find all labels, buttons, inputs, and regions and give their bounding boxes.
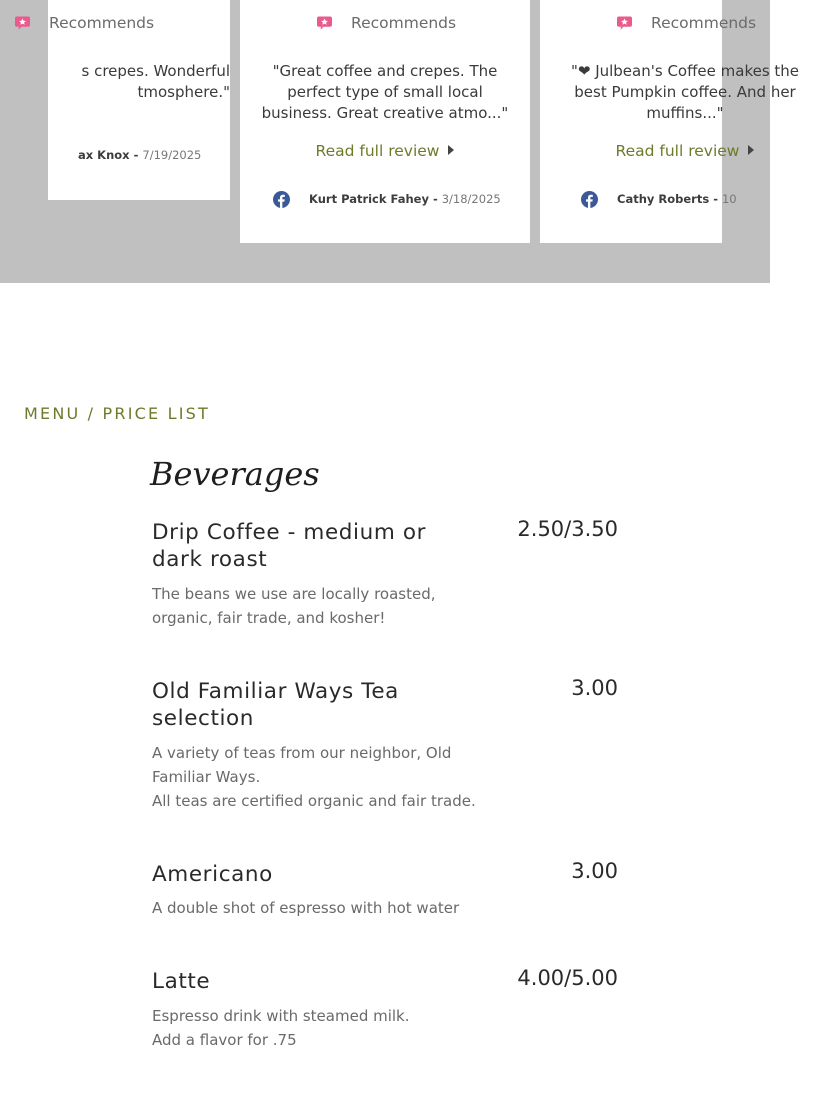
recommends-row: [617, 13, 756, 33]
menu-item-name: Old Familiar Ways Tea selection: [152, 679, 399, 731]
recommends-label: Recommends: [351, 14, 457, 32]
review-card: [48, 0, 230, 200]
reviews-carousel: [0, 0, 800, 283]
review-date: 3/18/2025: [441, 192, 501, 206]
menu-heading: MENU / PRICE LIST: [24, 404, 210, 423]
author-name: Cathy Roberts -: [617, 192, 718, 206]
review-author: [78, 145, 201, 165]
read-full-review-link[interactable]: [560, 142, 810, 160]
author-name: ax Knox -: [78, 148, 139, 162]
review-card: [240, 0, 530, 243]
review-card: [540, 0, 800, 243]
menu-item-name: Americano: [152, 862, 273, 887]
menu-item-price: 3.00: [571, 676, 618, 700]
review-author: [273, 189, 501, 209]
review-quote: "Great coffee and crepes. The perfect type of small local business. Great creative atmo...": [261, 62, 509, 122]
review-author: [581, 189, 737, 209]
review-quote: "❤ Julbean's Coffee makes the best Pumpkin coffee. And her muffins...": [570, 62, 800, 122]
recommends-row: [15, 13, 154, 33]
recommends-label: Recommends: [49, 14, 155, 32]
menu-item-description: A variety of teas from our neighbor, Old Familiar Ways. All teas are certified organic and fair trade.: [152, 744, 476, 810]
menu-item-price: 2.50/3.50: [517, 517, 618, 541]
facebook-icon[interactable]: [581, 191, 598, 208]
menu-item-name: Drip Coffee - medium or dark roast: [152, 520, 427, 572]
recommend-star-icon: [317, 16, 332, 30]
review-date: 7/19/2025: [142, 148, 202, 162]
recommend-star-icon: [617, 16, 632, 30]
menu-item-description: A double shot of espresso with hot water: [152, 899, 460, 917]
facebook-icon[interactable]: [273, 191, 290, 208]
read-full-review-link[interactable]: [260, 142, 510, 160]
caret-right-icon: [748, 145, 754, 155]
menu-item-description: The beans we use are locally roasted, organic, fair trade, and kosher!: [152, 585, 436, 627]
recommend-star-icon: [15, 16, 30, 30]
read-full-review-label: Read full review: [615, 142, 740, 160]
caret-right-icon: [448, 145, 454, 155]
menu-item-price: 3.00: [571, 859, 618, 883]
author-name: Kurt Patrick Fahey -: [309, 192, 438, 206]
recommends-row: [317, 13, 456, 33]
review-quote: s crepes. Wonderful tmosphere.": [81, 62, 230, 101]
section-title: Beverages: [150, 455, 320, 493]
recommends-label: Recommends: [651, 14, 757, 32]
menu-item-description: Espresso drink with steamed milk. Add a flavor for .75: [152, 1007, 410, 1049]
read-full-review-label: Read full review: [315, 142, 440, 160]
menu-item-name: Latte: [152, 969, 211, 994]
menu-item-price: 4.00/5.00: [517, 966, 618, 990]
review-date: 10: [721, 192, 737, 206]
